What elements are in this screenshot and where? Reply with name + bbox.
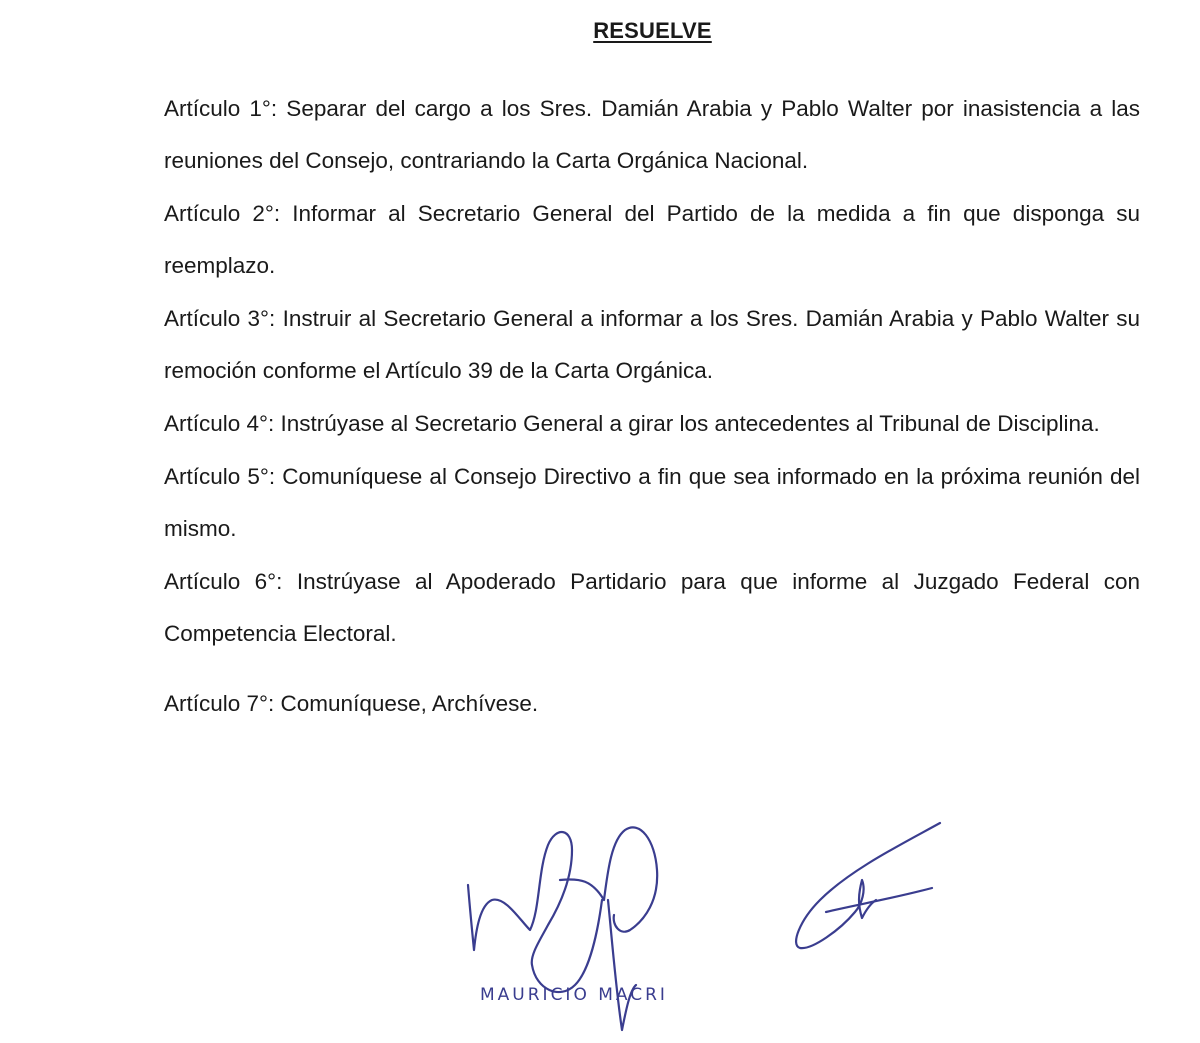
article-3: Artículo 3°: Instruir al Secretario General a informar a los Sres. Damián Arabia y Pablo Walter su remoción conforme el Artículo 39 de la Carta Orgánica. [164,306,1140,383]
article-6: Artículo 6°: Instrúyase al Apoderado Partidario para que informe al Juzgado Federal con Competencia Electoral. [164,569,1140,646]
article-5: Artículo 5°: Comuníquese al Consejo Directivo a fin que sea informado en la próxima reunión del mismo. [164,464,1140,541]
signature-left-printed-name: MAURICIO MACRI [480,985,668,1005]
article-4: Artículo 4°: Instrúyase al Secretario General a girar los antecedentes al Tribunal de Disciplina. [164,411,1100,436]
resolution-heading: RESUELVE [593,18,712,43]
article-2: Artículo 2°: Informar al Secretario General del Partido de la medida a fin que disponga su reemplazo. [164,201,1140,278]
articles-list [164,83,1140,731]
article-7: Artículo 7°: Comuníquese, Archívese. [164,691,539,716]
article-1: Artículo 1°: Separar del cargo a los Sres. Damián Arabia y Pablo Walter por inasistencia a las reuniones del Consejo, contrariando la Carta Orgánica Nacional. [164,96,1140,173]
